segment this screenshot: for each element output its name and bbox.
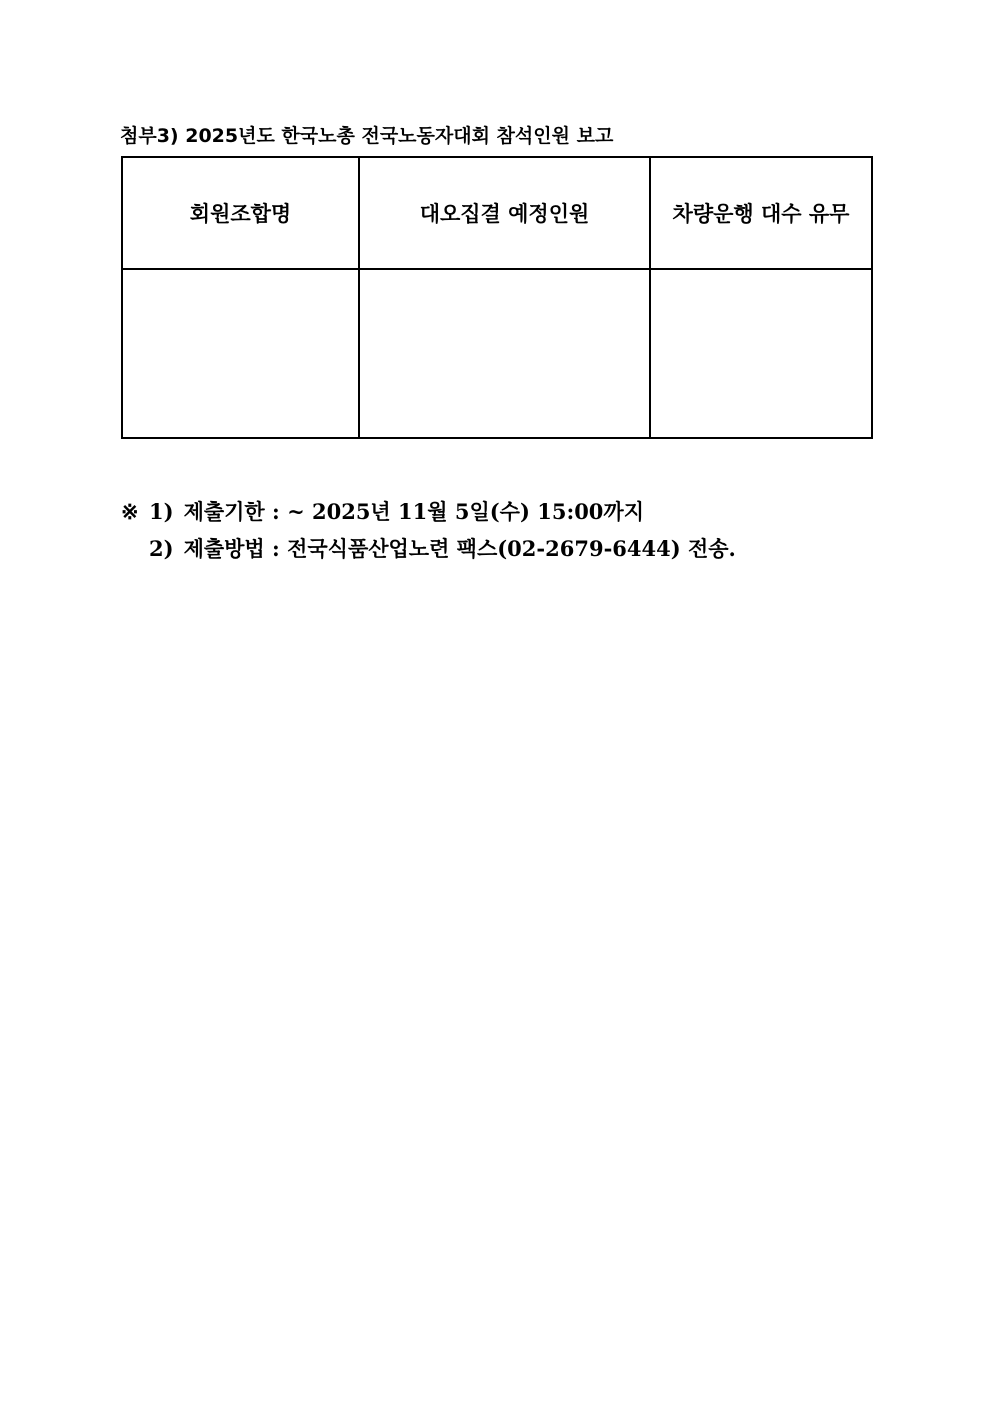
cell-expected-attendees[interactable] bbox=[359, 269, 650, 438]
note-number: 2) bbox=[149, 536, 174, 561]
note-item-method bbox=[121, 530, 736, 567]
note-item-deadline bbox=[121, 493, 736, 530]
header-union-name: 회원조합명 bbox=[122, 157, 359, 269]
submission-notes bbox=[121, 493, 736, 567]
reference-mark: ※ bbox=[121, 499, 139, 524]
header-vehicle-count: 차량운행 대수 유무 bbox=[650, 157, 872, 269]
table-header-row bbox=[122, 157, 872, 269]
note-text: 제출방법 : 전국식품산업노련 팩스(02-2679-6444) 전송. bbox=[183, 536, 736, 561]
table-row bbox=[122, 269, 872, 438]
cell-vehicle-count[interactable] bbox=[650, 269, 872, 438]
header-expected-attendees: 대오집결 예정인원 bbox=[359, 157, 650, 269]
note-number: 1) bbox=[149, 499, 174, 524]
document-title: 첨부3) 2025년도 한국노총 전국노동자대회 참석인원 보고 bbox=[120, 125, 614, 147]
attendance-report-table bbox=[121, 156, 873, 439]
note-text: 제출기한 : ~ 2025년 11월 5일(수) 15:00까지 bbox=[183, 499, 644, 524]
cell-union-name[interactable] bbox=[122, 269, 359, 438]
